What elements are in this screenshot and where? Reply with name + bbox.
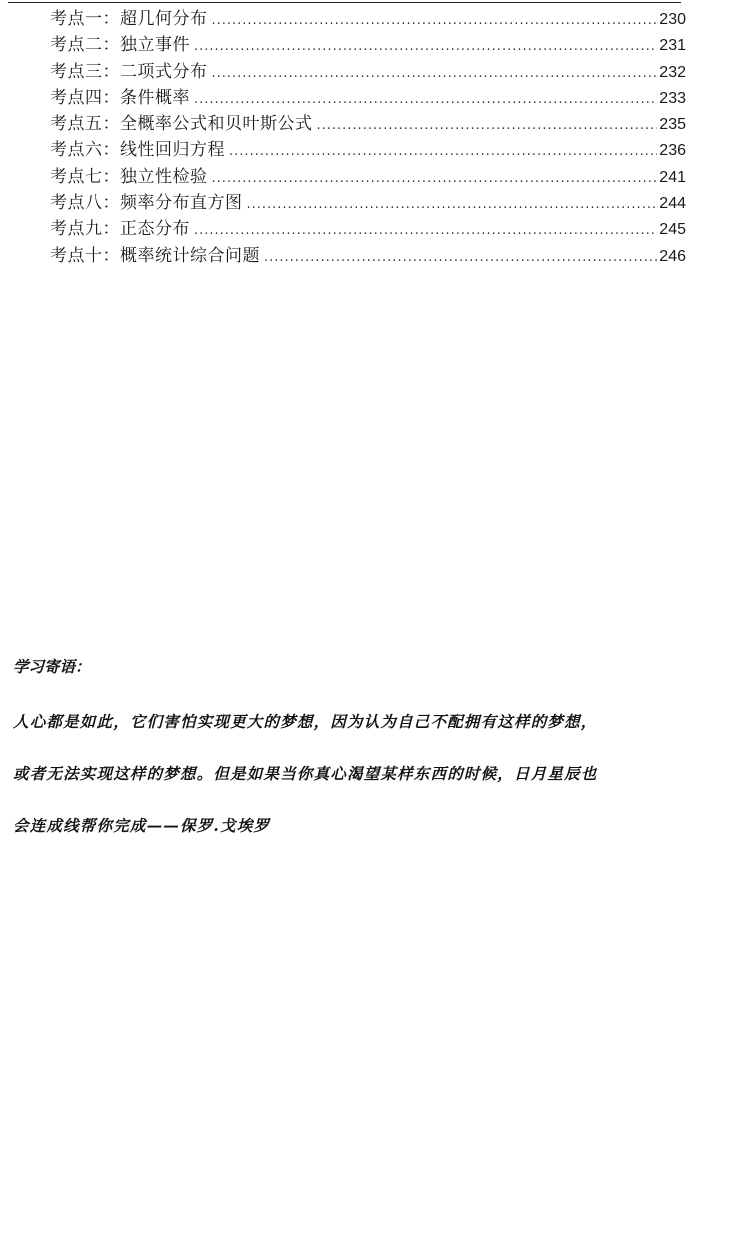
- toc-entry[interactable]: [50, 190, 686, 216]
- table-of-contents: [50, 6, 686, 269]
- message-title: 学习寄语：: [13, 657, 91, 676]
- toc-entry-title: 考点四：条件概率: [50, 87, 190, 108]
- toc-entry[interactable]: [50, 6, 686, 32]
- toc-entry-title: 考点五：全概率公式和贝叶斯公式: [50, 114, 313, 135]
- toc-dot-leader: [194, 34, 657, 60]
- toc-dot-leader: [194, 87, 657, 113]
- toc-dot-leader: [229, 139, 657, 165]
- toc-entry-title: 考点六：线性回归方程: [50, 140, 225, 161]
- toc-entry-title: 考点七：独立性检验: [50, 166, 208, 187]
- toc-entry[interactable]: [50, 243, 686, 269]
- toc-entry[interactable]: [50, 164, 686, 190]
- toc-dot-leader: [212, 166, 658, 192]
- toc-entry[interactable]: [50, 59, 686, 85]
- toc-entry[interactable]: [50, 137, 686, 163]
- toc-dot-leader: [194, 218, 657, 244]
- toc-dot-leader: [212, 61, 658, 87]
- toc-dot-leader: [247, 192, 658, 218]
- study-message: [13, 652, 703, 846]
- toc-page-number: 232: [659, 63, 686, 81]
- toc-page-number: 230: [659, 11, 686, 28]
- toc-page-number: 246: [659, 247, 686, 265]
- toc-entry-title: 考点八：频率分布直方图: [50, 193, 243, 214]
- toc-dot-leader: [317, 113, 658, 139]
- toc-entry-title: 考点九：正态分布: [50, 219, 190, 240]
- toc-entry[interactable]: [50, 32, 686, 58]
- toc-entry-title: 考点一：超几何分布: [50, 9, 208, 29]
- message-line: 人心都是如此，它们害怕实现更大的梦想，因为认为自己不配拥有这样的梦想，: [13, 712, 598, 731]
- toc-page-number: 231: [659, 37, 686, 55]
- toc-page-number: 236: [659, 142, 686, 160]
- toc-entry-title: 考点十：概率统计综合问题: [50, 245, 260, 266]
- toc-entry-title: 考点二：独立事件: [50, 35, 190, 56]
- toc-entry-title: 考点三：二项式分布: [50, 61, 208, 82]
- toc-entry[interactable]: [50, 111, 686, 137]
- toc-entry[interactable]: [50, 85, 686, 111]
- toc-page-number: 241: [659, 168, 686, 186]
- toc-dot-leader: [212, 8, 658, 34]
- toc-page-number: 245: [659, 221, 686, 239]
- toc-page-number: 235: [659, 116, 686, 134]
- message-line: 或者无法实现这样的梦想。但是如果当你真心渴望某样东西的时候，日月星辰也: [13, 764, 598, 783]
- toc-dot-leader: [264, 245, 657, 271]
- toc-page-number: 233: [659, 89, 686, 107]
- header-rule: [8, 2, 681, 3]
- message-line: 会连成线帮你完成——保罗.戈埃罗: [13, 816, 271, 835]
- toc-page-number: 244: [659, 195, 686, 213]
- toc-entry[interactable]: [50, 216, 686, 242]
